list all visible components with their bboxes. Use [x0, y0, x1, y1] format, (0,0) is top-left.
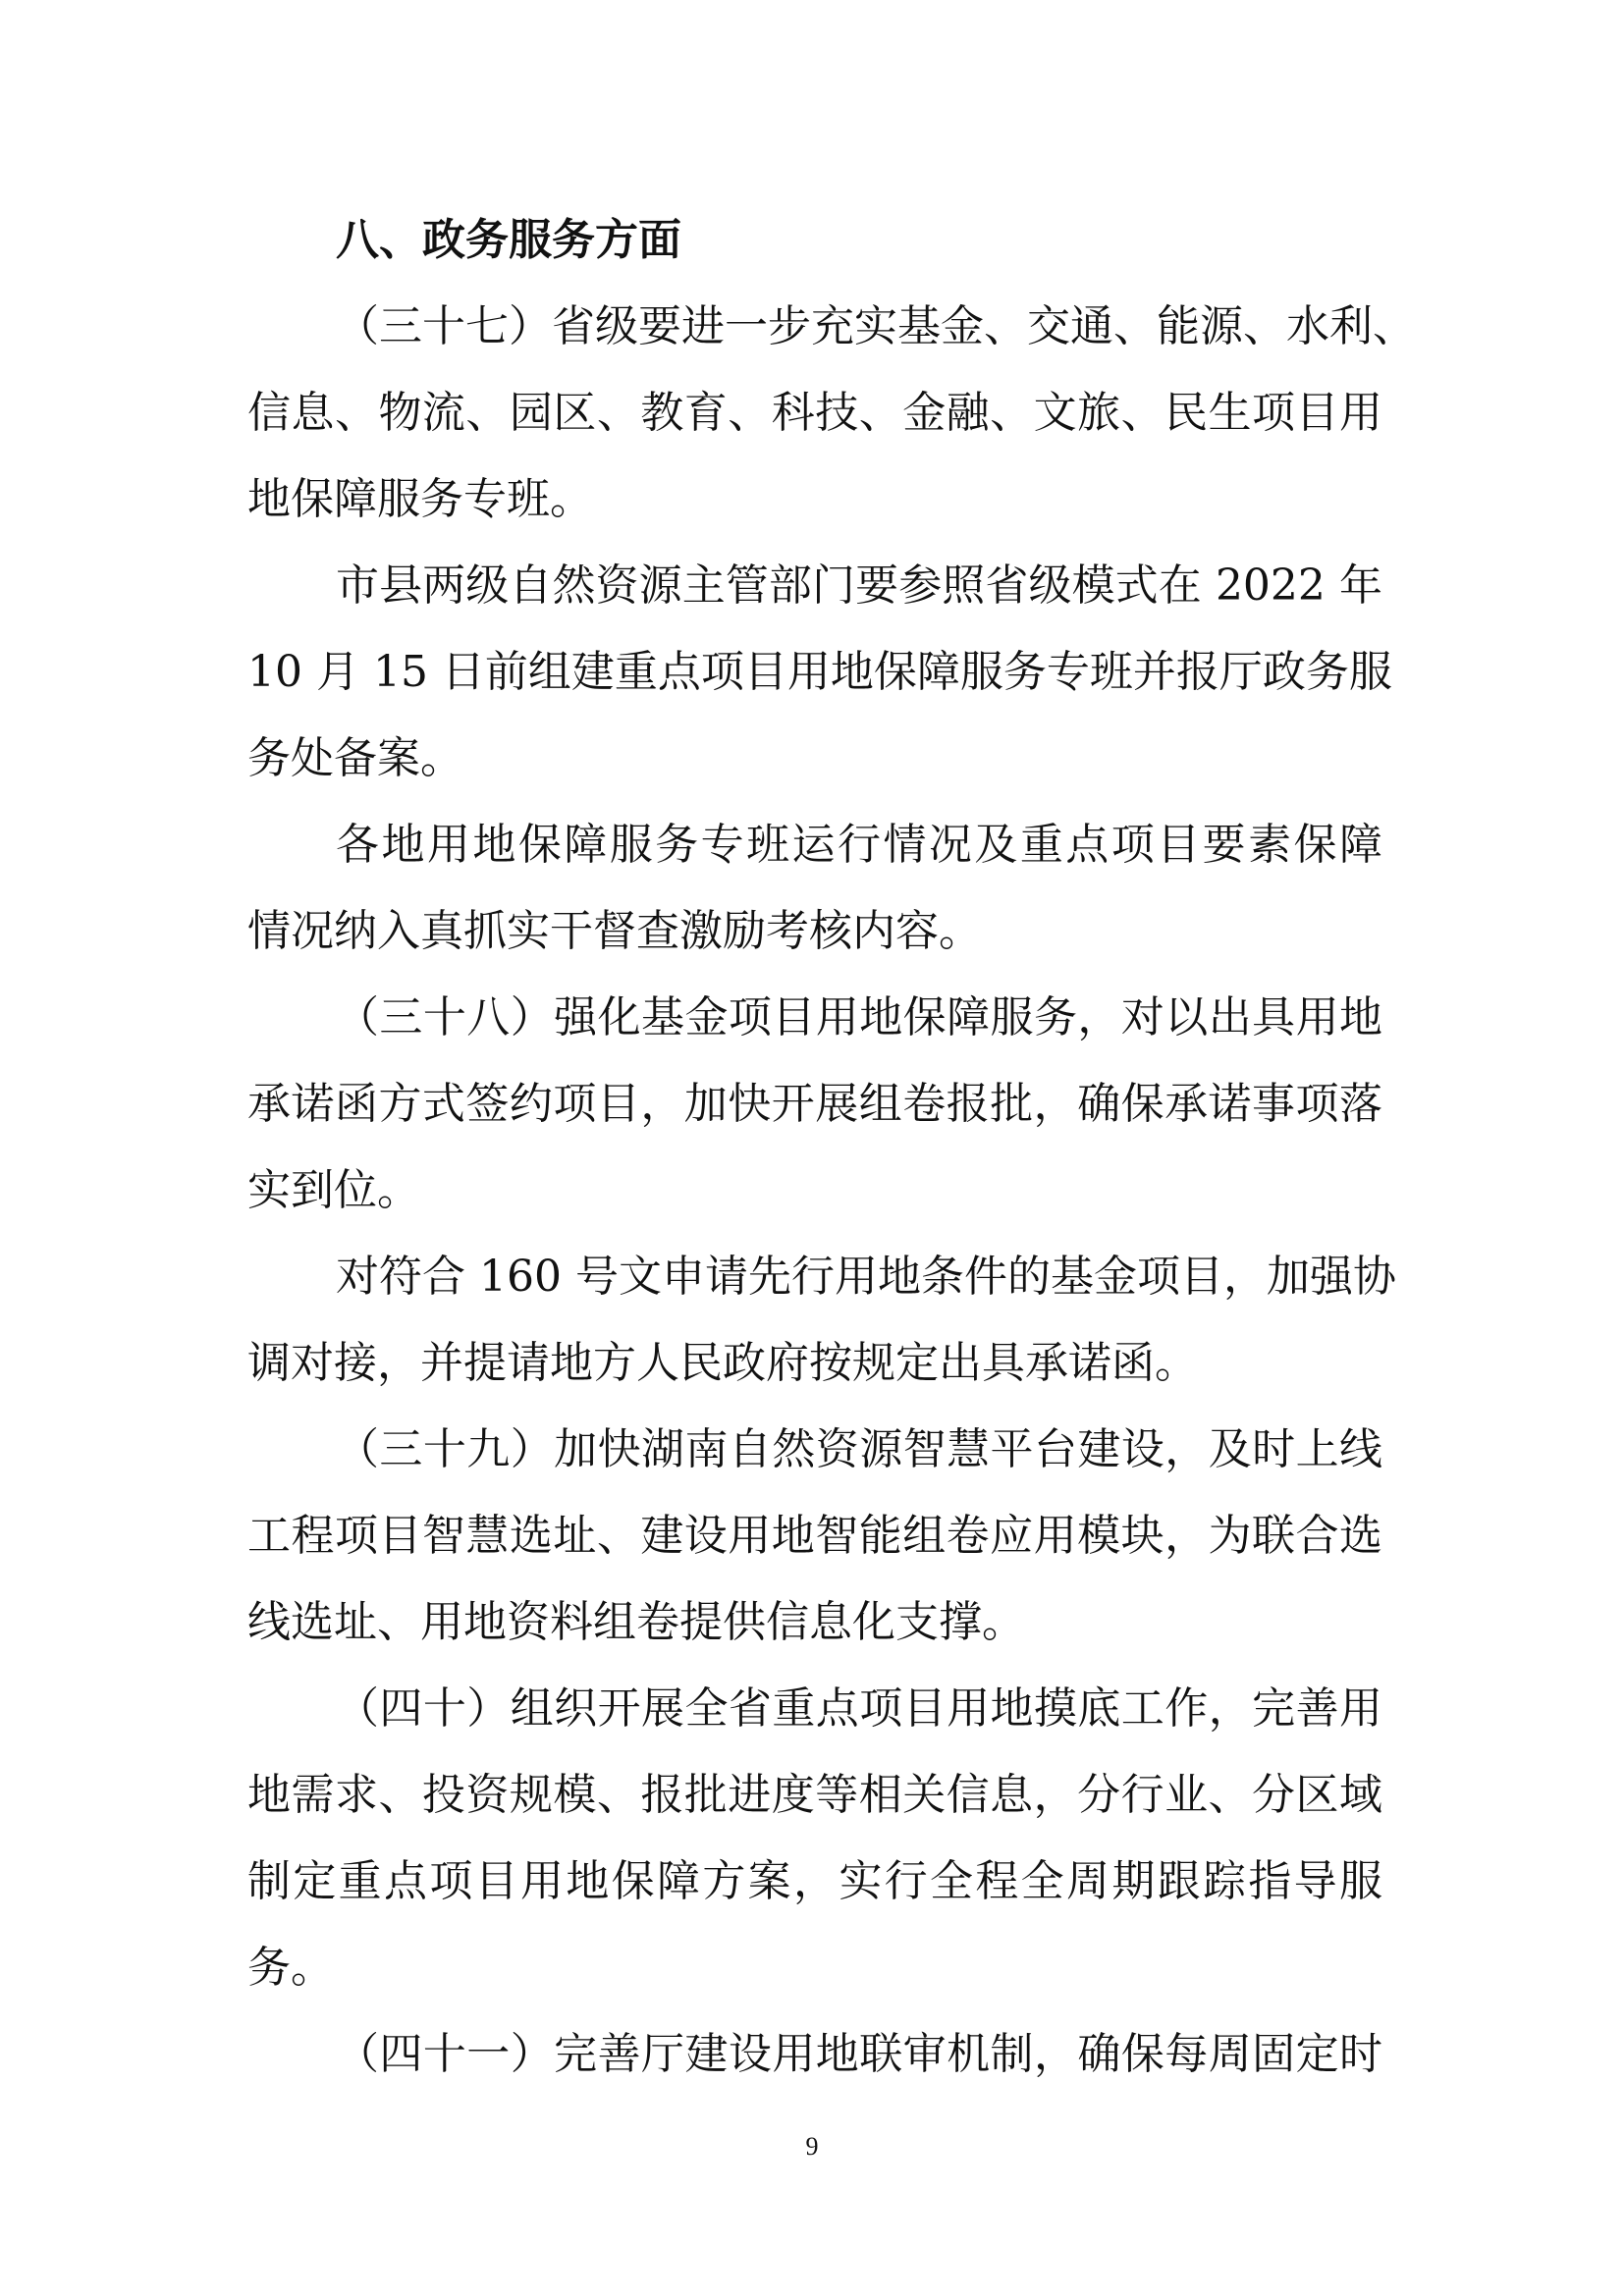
- paragraph-line: 调对接，并提请地方人民政府按规定出具承诺函。: [247, 1338, 1198, 1388]
- paragraph-line: 线选址、用地资料组卷提供信息化支撑。: [247, 1597, 1025, 1647]
- paragraph-line: （四十）组织开展全省重点项目用地摸底工作，完善用: [336, 1683, 1382, 1734]
- section-heading: 八、政务服务方面: [336, 215, 681, 265]
- paragraph-line: 制定重点项目用地保障方案，实行全程全周期跟踪指导服: [247, 1856, 1382, 1906]
- paragraph-line: 市县两级自然资源主管部门要参照省级模式在 2022 年: [336, 561, 1382, 611]
- paragraph-line: 务。: [247, 1943, 334, 1993]
- paragraph-line: 信息、物流、园区、教育、科技、金融、文旅、民生项目用: [247, 388, 1382, 438]
- paragraph-line: 各地用地保障服务专班运行情况及重点项目要素保障: [336, 820, 1382, 870]
- paragraph-line: 实到位。: [247, 1165, 420, 1215]
- page-number: 9: [805, 2132, 819, 2161]
- paragraph-line: 地需求、投资规模、报批进度等相关信息，分行业、分区域: [247, 1770, 1382, 1820]
- paragraph-line: 对符合 160 号文申请先行用地条件的基金项目，加强协: [336, 1252, 1396, 1302]
- paragraph-line: 承诺函方式签约项目，加快开展组卷报批，确保承诺事项落: [247, 1079, 1382, 1129]
- paragraph-line: （三十九）加快湖南自然资源智慧平台建设，及时上线: [336, 1424, 1382, 1474]
- paragraph-line: 10 月 15 日前组建重点项目用地保障服务专班并报厅政务服: [247, 647, 1392, 697]
- paragraph-line: 工程项目智慧选址、建设用地智能组卷应用模块，为联合选: [247, 1511, 1382, 1561]
- paragraph-line: （三十八）强化基金项目用地保障服务，对以出具用地: [336, 992, 1382, 1042]
- paragraph-line: （四十一）完善厅建设用地联审机制，确保每周固定时: [336, 2029, 1382, 2079]
- paragraph-line: 地保障服务专班。: [247, 474, 593, 524]
- paragraph-line: （三十七）省级要进一步充实基金、交通、能源、水利、: [336, 301, 1416, 351]
- paragraph-line: 务处备案。: [247, 733, 463, 783]
- paragraph-line: 情况纳入真抓实干督查激励考核内容。: [247, 906, 982, 956]
